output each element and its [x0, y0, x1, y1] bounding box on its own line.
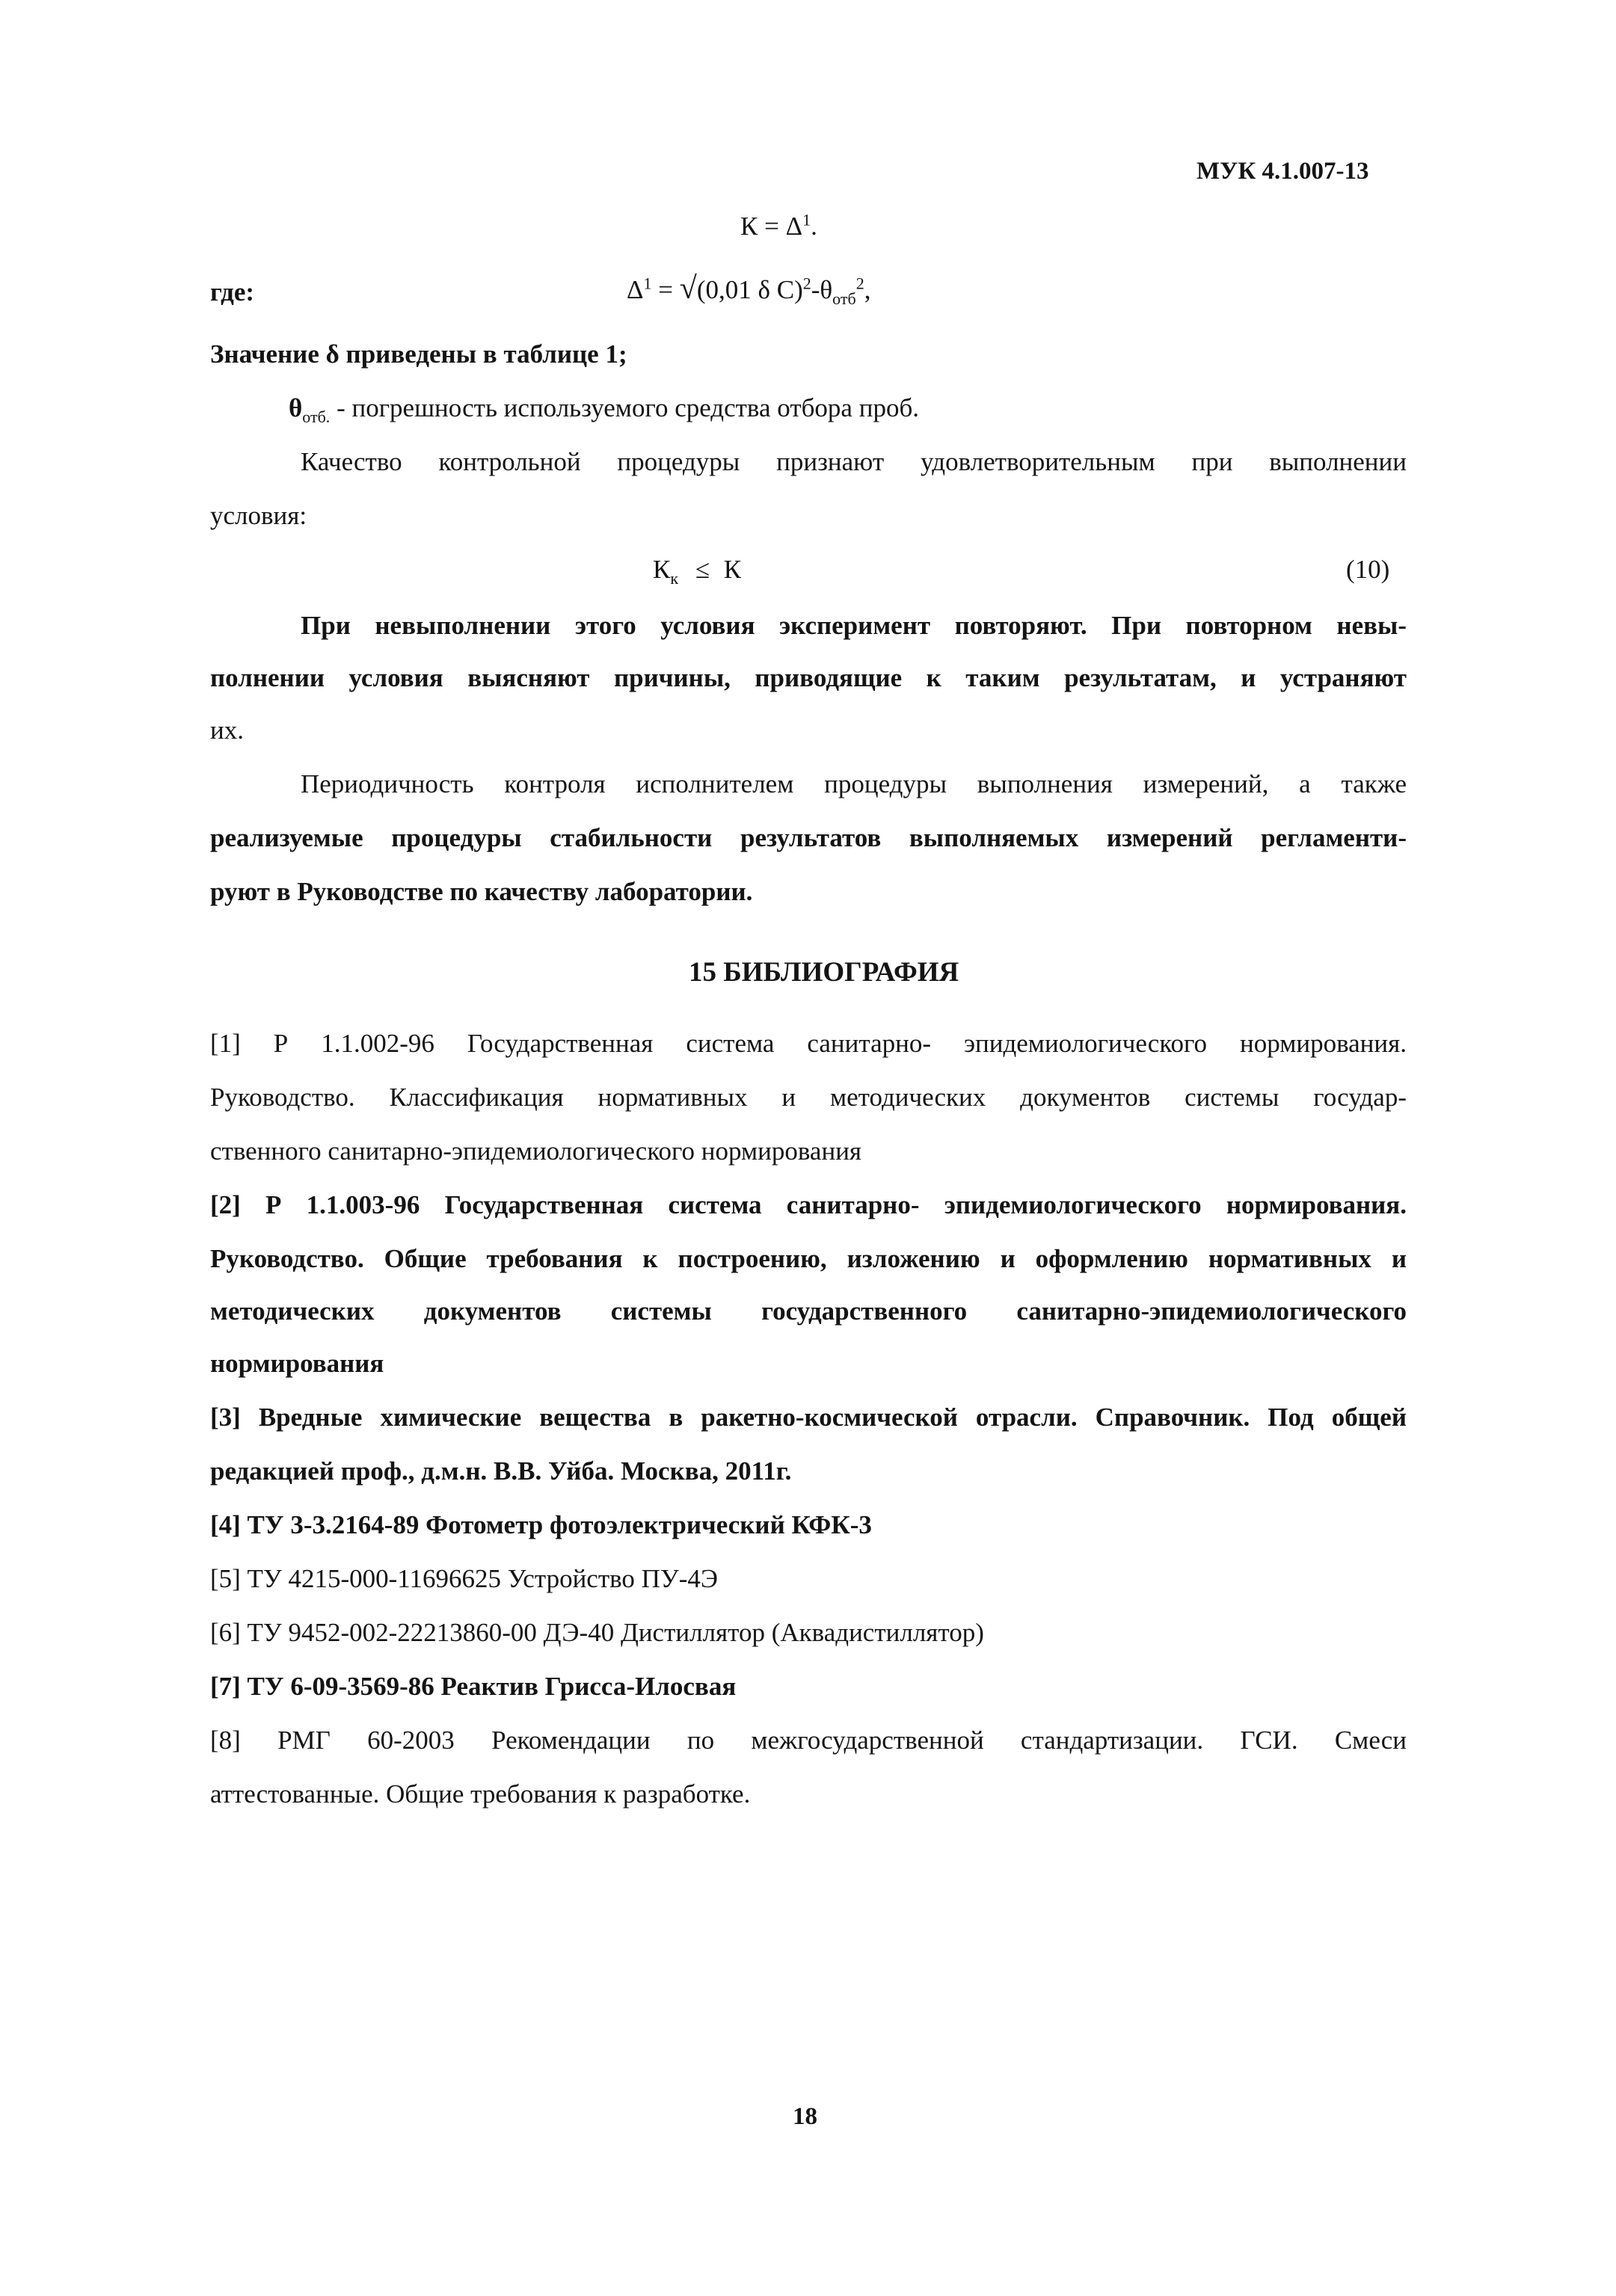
bib-line: [3] Вредные химические вещества в ракетно-космической отрасли. Справочник. Под общей [210, 1403, 1407, 1432]
formula-delta [627, 273, 870, 306]
formula-k-rhs: Δ [785, 212, 803, 241]
formula-delta-equals: = [651, 275, 680, 304]
bib-line: [1] Р 1.1.002-96 Государственная система санитарно- эпидемиологического нормирования. [210, 1029, 1407, 1058]
condition-rhs: К [723, 555, 742, 584]
theta-subscript: отб. [302, 407, 331, 426]
formula-delta-lhs-sup: 1 [643, 274, 652, 293]
period-line-2: реализуемые процедуры стабильности результатов выполняемых измерений регламенти- [210, 823, 1407, 852]
formula-k-tail: . [811, 212, 817, 241]
formula-delta-square-2: 2 [855, 274, 864, 293]
formula-k [740, 211, 817, 242]
sqrt-symbol: √ [679, 271, 697, 306]
period-line-3: руют в Руководстве по качеству лаборатории. [210, 877, 753, 906]
failure-line-3: их. [210, 715, 244, 745]
failure-line-2: полнении условия выясняют причины, приводящие к таким результатам, и устраняют [210, 663, 1407, 692]
formula-delta-sub: отб [832, 289, 856, 308]
formula-delta-square-1: 2 [802, 274, 811, 293]
document-code: МУК 4.1.007-13 [1196, 158, 1369, 185]
bib-line: [6] ТУ 9452-002-22213860-00 ДЭ-40 Дистиллятор (Аквадистиллятор) [210, 1618, 984, 1647]
formula-k-rhs-sup: 1 [802, 210, 811, 230]
quality-line-2: условия: [210, 501, 307, 530]
bib-line: [2] Р 1.1.003-96 Государственная система санитарно- эпидемиологического нормирования. [210, 1190, 1407, 1219]
theta-symbol: θ [289, 393, 303, 422]
delta-values-note: Значение δ приведены в таблице 1; [210, 339, 627, 369]
bib-line: [8] РМГ 60-2003 Рекомендации по межгосударственной стандартизации. ГСИ. Смеси [210, 1726, 1407, 1755]
bib-line: ственного санитарно-эпидемиологического нормирования [210, 1136, 862, 1166]
condition-formula [653, 554, 742, 588]
bib-line: аттестованные. Общие требования к разработке. [210, 1779, 751, 1809]
formula-k-equals: = [764, 212, 779, 241]
bib-line: Руководство. Классификация нормативных и методических документов системы государ- [210, 1083, 1407, 1112]
formula-delta-lhs: Δ [627, 275, 644, 304]
where-label: где: [210, 277, 255, 307]
quality-line-1: Качество контрольной процедуры признают удовлетворительным при выполнении [301, 447, 1407, 476]
bib-line: [7] ТУ 6-09-3569-86 Реактив Грисса-Илосвая [210, 1672, 737, 1701]
condition-lhs-sub: к [670, 569, 679, 588]
bib-line: нормирования [210, 1349, 384, 1378]
theta-definition [289, 393, 919, 424]
bib-line: Руководство. Общие требования к построению, изложению и оформлению нормативных и [210, 1244, 1407, 1273]
formula-delta-body-b: -θ [811, 275, 833, 304]
formula-k-lhs: К [740, 212, 758, 241]
formula-delta-body-a: (0,01 δ С) [696, 275, 803, 304]
bib-line: [4] ТУ 3-3.2164-89 Фотометр фотоэлектрический КФК-3 [210, 1510, 872, 1539]
bib-line: [5] ТУ 4215-000-11696625 Устройство ПУ-4Э [210, 1564, 718, 1593]
equation-number: (10) [1346, 555, 1390, 584]
bib-line: методических документов системы государственного санитарно-эпидемиологического [210, 1296, 1407, 1326]
period-line-1: Периодичность контроля исполнителем процедуры выполнения измерений, а также [301, 769, 1407, 798]
condition-operator: ≤ [695, 555, 710, 584]
theta-definition-text: - погрешность используемого средства отбора проб. [330, 393, 920, 422]
page-number: 18 [793, 2103, 817, 2130]
bib-line: редакцией проф., д.м.н. В.В. Уйба. Москва, 2011г. [210, 1456, 792, 1486]
condition-lhs: К [653, 555, 671, 584]
formula-delta-tail: , [864, 275, 871, 304]
failure-line-1: При невыполнении этого условия эксперимент повторяют. При повторном невы- [301, 611, 1407, 640]
bibliography-heading: 15 БИБЛИОГРАФИЯ [689, 957, 959, 988]
